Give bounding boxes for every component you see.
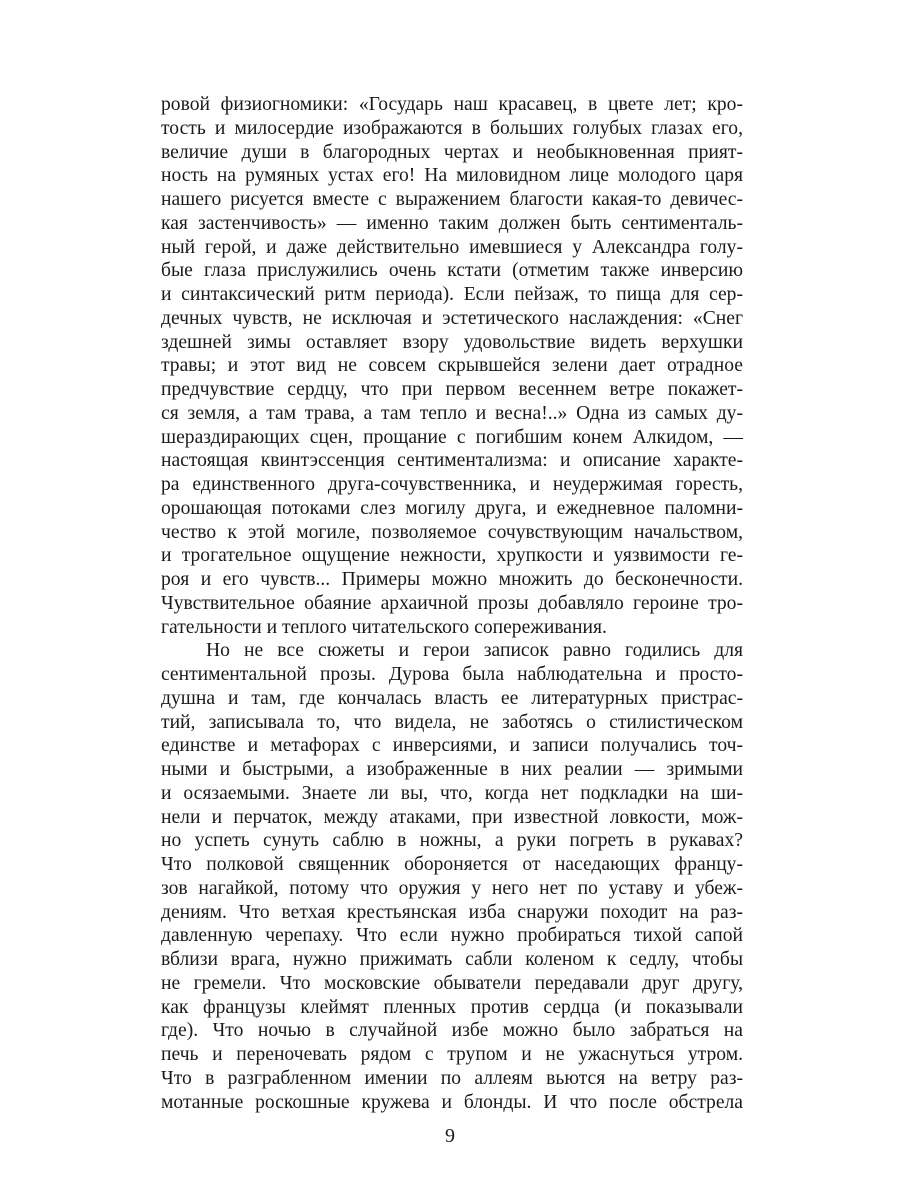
text-line: величие души в благородных чертах и необыкновенная прият- — [161, 141, 743, 163]
text-line: душна и там, где кончалась власть ее литературных пристрас- — [161, 687, 743, 709]
body-text — [161, 93, 743, 1114]
text-line: единстве и метафорах с инверсиями, и записи получались точ- — [161, 735, 743, 757]
text-line: дечных чувств, не исключая и эстетического наслаждения: «Снег — [161, 307, 743, 329]
page-number: 9 — [445, 1125, 455, 1147]
text-line: Чувствительное обаяние архаичной прозы добавляло героине тро- — [161, 592, 743, 614]
text-line: бые глаза прислужились очень кстати (отметим также инверсию — [161, 260, 743, 282]
text-line: Что полковой священник обороняется от наседающих францу- — [161, 854, 743, 875]
text-line: вблизи врага, нужно прижимать сабли коленом к седлу, чтобы — [161, 949, 743, 970]
text-line: Что в разграбленном имении по аллеям вьются на ветру раз- — [161, 1067, 743, 1089]
text-line: кая застенчивость» — именно таким должен быть сентименталь- — [161, 212, 743, 234]
text-line: предчувствие сердцу, что при первом весеннем ветре покажет- — [161, 379, 743, 400]
text-line: Но не все сюжеты и герои записок равно годились для — [206, 640, 743, 662]
text-line: травы; и этот вид не совсем скрывшейся зелени дает отрадное — [161, 355, 743, 377]
text-line: и трогательное ощущение нежности, хрупкости и уязвимости ге- — [161, 545, 743, 567]
text-line: ный герой, и даже действительно имевшиеся у Александра голу- — [161, 236, 743, 258]
paragraph — [161, 93, 743, 639]
text-line: не гремели. Что московские обыватели передавали друг другу, — [161, 972, 743, 994]
text-line: сентиментальной прозы. Дурова была наблюдательна и просто- — [161, 664, 743, 685]
text-line: дениям. Что ветхая крестьянская изба снаружи походит на раз- — [161, 901, 743, 923]
text-line: мотанные роскошные кружева и блонды. И что после обстрела — [161, 1091, 743, 1113]
text-line: ность на румяных устах его! На миловидном лице молодого царя — [161, 165, 743, 187]
text-line: ся земля, а там трава, а там тепло и весна!..» Одна из самых ду- — [161, 402, 743, 424]
text-line: орошающая потоками слез могилу друга, и ежедневное паломни- — [161, 497, 743, 519]
text-line: тий, записывала то, что видела, не заботясь о стилистическом — [161, 711, 743, 733]
text-line: тость и милосердие изображаются в больших голубых глазах его, — [161, 117, 743, 139]
text-line: давленную черепаху. Что если нужно пробираться тихой сапой — [161, 925, 743, 947]
text-line: печь и переночевать рядом с трупом и не ужаснуться утром. — [161, 1044, 743, 1065]
text-line: где). Что ночью в случайной избе можно было забраться на — [161, 1020, 743, 1042]
text-line: настоящая квинтэссенция сентиментализма: и описание характе- — [161, 450, 743, 472]
text-line: роя и его чувств... Примеры можно множить до бесконечности. — [161, 569, 743, 590]
text-line: но успеть сунуть саблю в ножны, а руки погреть в рукавах? — [161, 830, 743, 852]
text-line: ными и быстрыми, а изображенные в них реалии — зримыми — [161, 759, 743, 780]
paragraph — [161, 639, 743, 1114]
text-line: и осязаемыми. Знаете ли вы, что, когда нет подкладки на ши- — [161, 782, 743, 804]
text-line: здешней зимы оставляет взору удовольствие видеть верхушки — [161, 331, 743, 353]
text-line: как французы клеймят пленных против сердца (и показывали — [161, 996, 743, 1018]
text-line: чество к этой могиле, позволяемое сочувствующим начальством, — [161, 521, 743, 543]
text-line: зов нагайкой, потому что оружия у него нет по уставу и убеж- — [161, 877, 743, 899]
text-line: нашего рисуется вместе с выражением благости какая-то девичес- — [161, 189, 743, 210]
text-line: гательности и теплого читательского сопереживания. — [161, 616, 607, 638]
text-line: ровой физиогномики: «Государь наш красавец, в цвете лет; кро- — [161, 94, 743, 115]
text-line: и синтаксический ритм периода). Если пейзаж, то пища для сер- — [161, 284, 743, 305]
text-line: ра единственного друга-сочувственника, и неудержимая горесть, — [161, 474, 743, 495]
text-line: нели и перчаток, между атаками, при известной ловкости, мож- — [161, 806, 743, 828]
text-line: шераздирающих сцен, прощание с погибшим конем Алкидом, — — [161, 426, 743, 448]
